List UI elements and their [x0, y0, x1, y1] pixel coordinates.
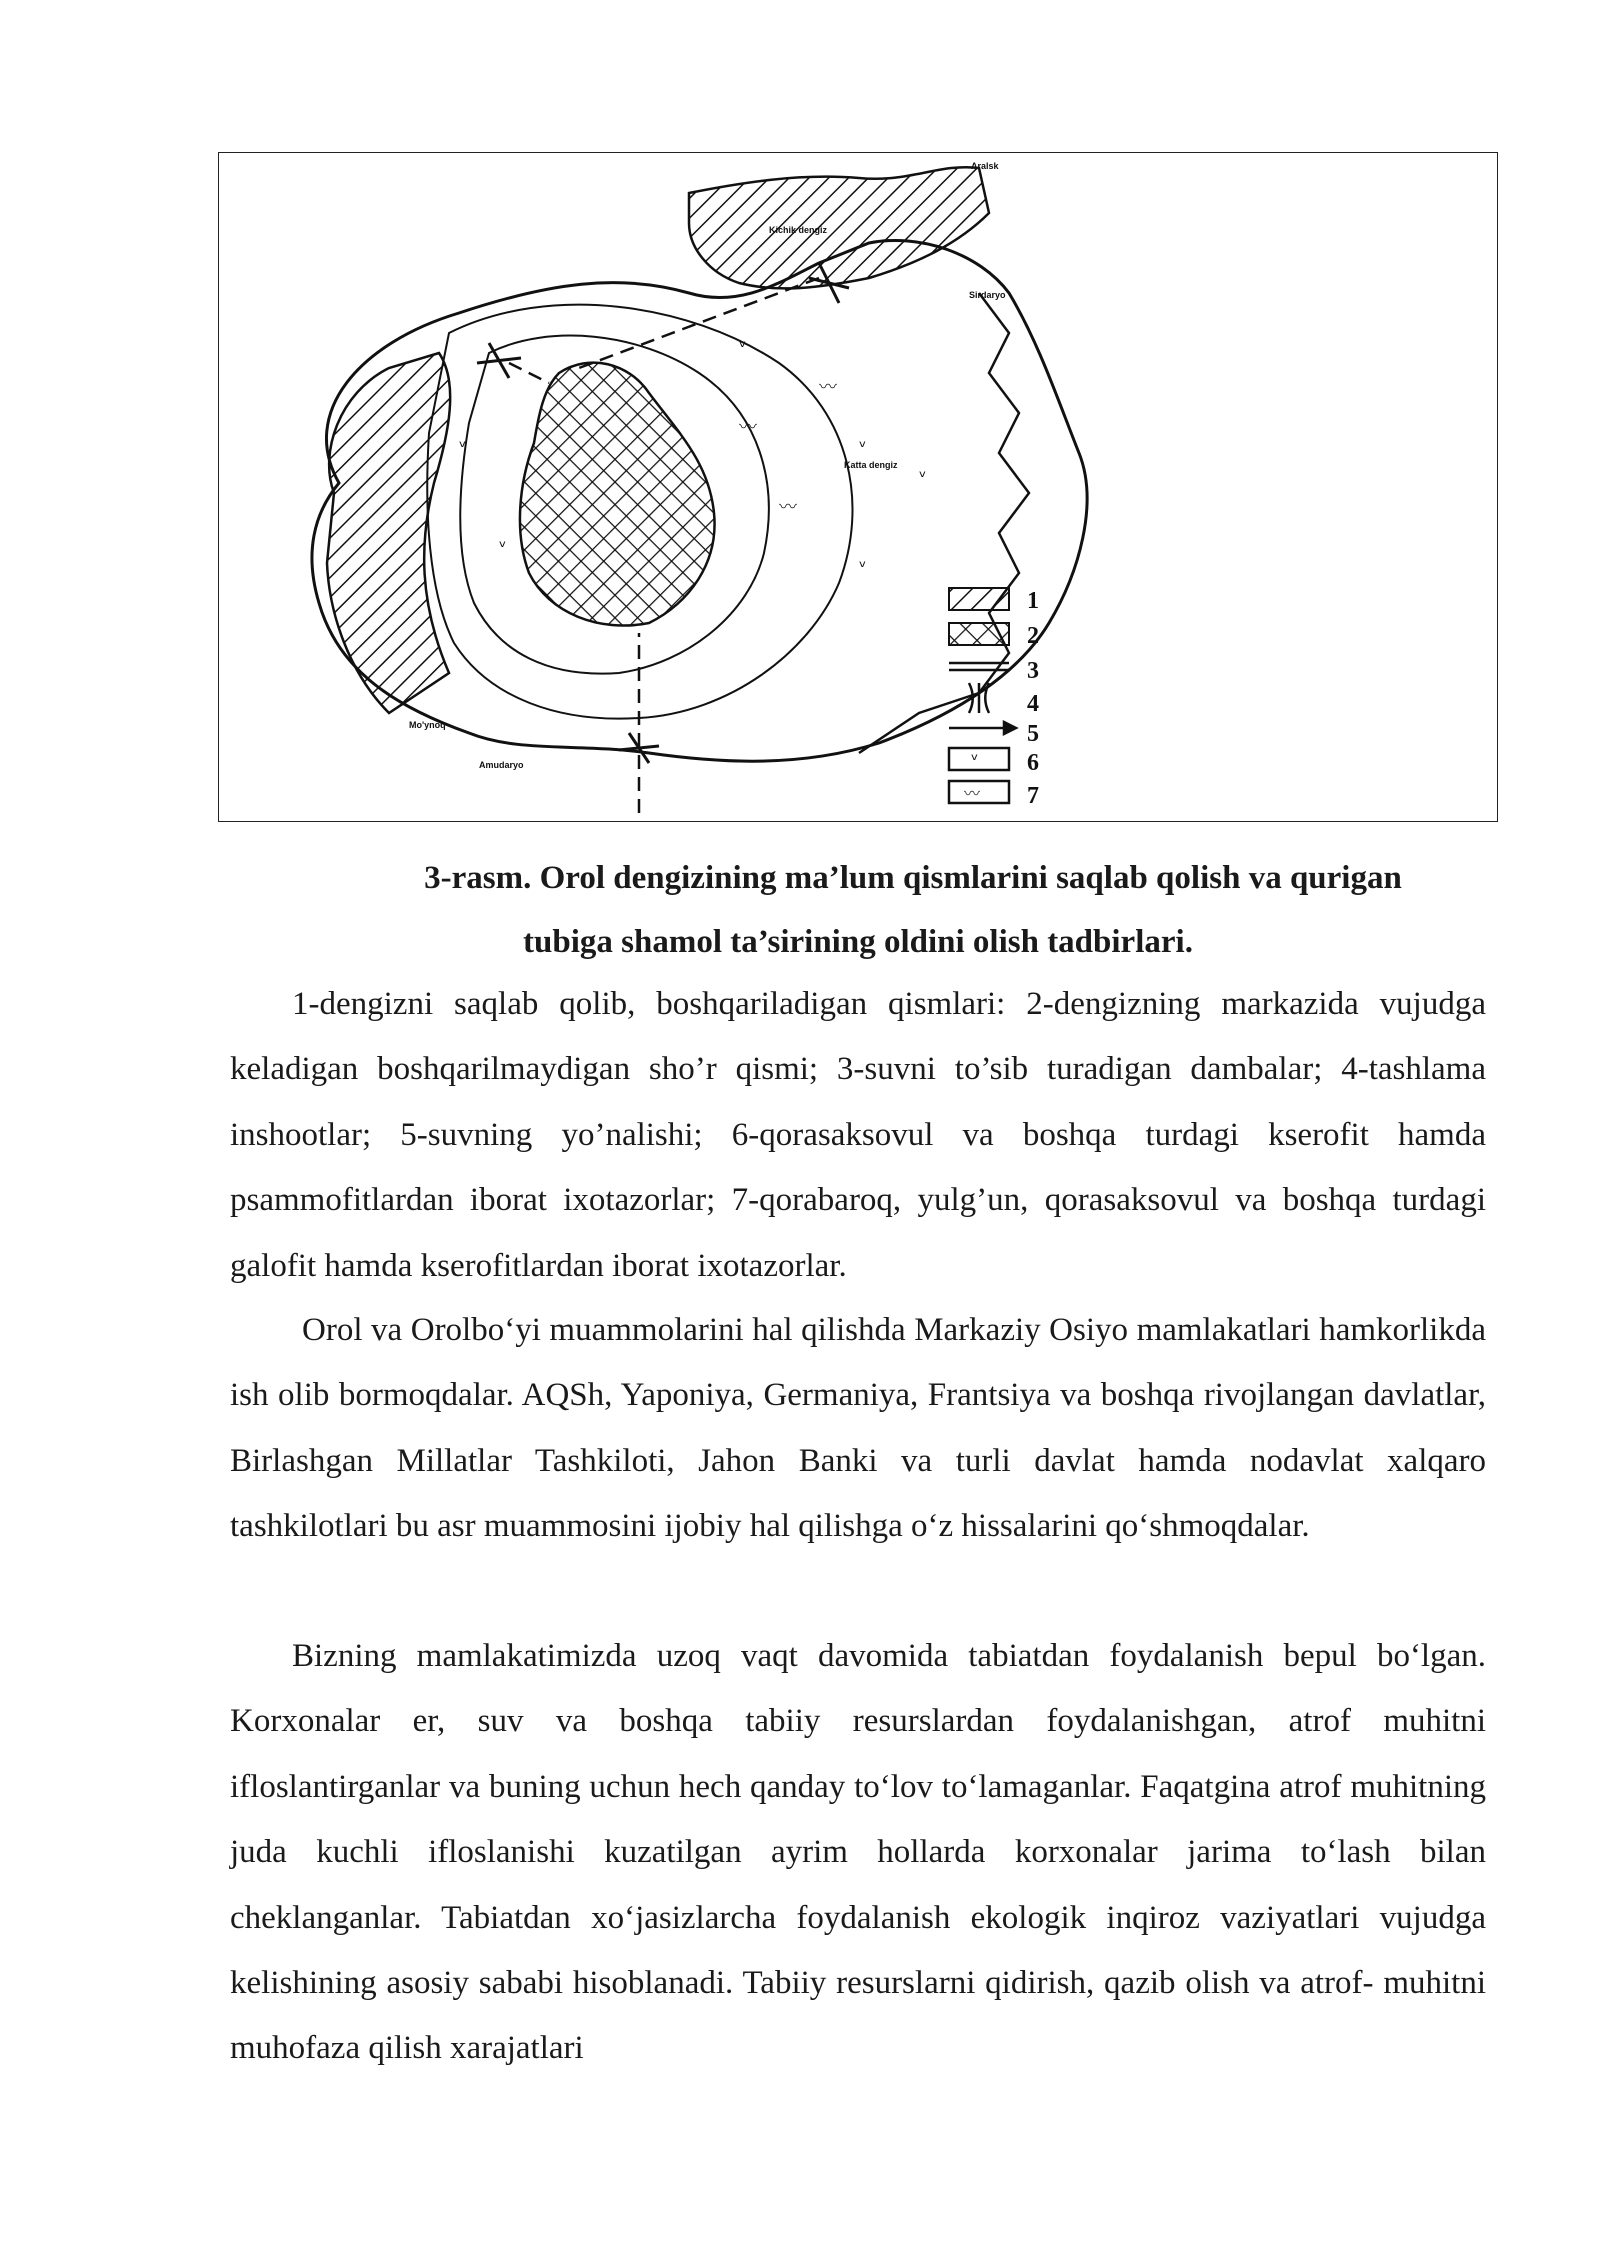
label-katta-dengiz: Katta dengiz [844, 460, 898, 470]
legend-label-4: 4 [1027, 691, 1039, 717]
body-paragraph-cooperation: Orol va Orolbo‘yi muammolarini hal qilishda Markaziy Osiyo mamlakatlari hamkorlikda ish olib bormoqdalar. AQSh, Yaponiya, Germaniya, Frantsiya va boshqa rivojlangan davlatlar, Birlashgan Millatlar Tashkiloti, Jahon Banki va turli davlat hamda nodavlat xalqaro tashkilotlari bu asr muammosini ijobiy hal qilishga o‘z hissalarini qo‘shmoqdalar. [230, 1312, 1486, 1545]
aral-sea-map-figure [218, 152, 1498, 822]
east-coast [859, 293, 1029, 753]
label-muynak: Mo'ynoq [409, 720, 446, 730]
west-managed-part [327, 353, 450, 713]
body-paragraph-nature-use: Bizning mamlakatimizda uzoq vaqt davomida tabiatdan foydalanish bepul bo‘lgan. Korxonalar er, suv va boshqa tabiiy resurslardan foydalanishgan, atrof muhitni ifloslantirganlar va buning uchun hech qanday to‘lov to‘lamaganlar. Faqatgina atrof muhitning juda kuchli ifloslanishi kuzatilgan ayrim hollarda korxonalar jarima to‘lash bilan cheklanganlar. Tabiatdan xo‘jasizlarcha foydalanish ekologik inqiroz vaziyatlari vujudga kelishining asosiy sababi hisoblanadi. Tabiiy resurslarni qidirish, qazib olish va atrof- muhitni muhofaza qilish xarajatlari [230, 1638, 1486, 2067]
svg-text:ᵛ: ᵛ [919, 467, 927, 488]
svg-text:ᵛ: ᵛ [859, 437, 867, 458]
svg-text:ᵛ: ᵛ [739, 337, 747, 358]
legend-label-3: 3 [1027, 658, 1039, 684]
svg-text:〰: 〰 [964, 784, 981, 803]
legend-swatch-2 [949, 623, 1009, 645]
figure-caption-line-2: tubiga shamol ta’sirining oldini olish tadbirlari. [523, 924, 1193, 960]
svg-text:ᵛ: ᵛ [459, 437, 467, 458]
label-aralsk: Aralsk [971, 161, 999, 171]
figure-caption-line-1: 3-rasm. Orol dengizining ma’lum qismlarini saqlab qolish va qurigan [424, 860, 1402, 896]
legend-swatch-4 [969, 683, 989, 713]
label-amudaryo: Amudaryo [479, 760, 524, 770]
legend-swatch-1 [949, 588, 1009, 610]
svg-text:〰: 〰 [739, 417, 757, 438]
aral-sea-map [219, 153, 1499, 823]
legend-label-2: 2 [1027, 623, 1039, 649]
label-kichik-dengiz: Kichik dengiz [769, 225, 828, 235]
legend-label-5: 5 [1027, 721, 1039, 747]
north-managed-part [689, 167, 989, 288]
legend-swatch-6 [949, 748, 1009, 770]
svg-text:ᵛ: ᵛ [971, 750, 979, 771]
label-sirdaryo: Sirdaryo [969, 290, 1006, 300]
svg-text:ᵛ: ᵛ [859, 557, 867, 578]
legend-label-1: 1 [1027, 588, 1039, 614]
legend-label-7: 7 [1027, 783, 1039, 809]
legend-label-6: 6 [1027, 750, 1039, 776]
svg-text:ᵛ: ᵛ [499, 537, 507, 558]
svg-text:〰: 〰 [819, 377, 837, 398]
central-salty-part [520, 363, 715, 626]
legend-description-paragraph: 1-dengizni saqlab qolib, boshqariladigan qismlari: 2-dengizning markazida vujudga keladigan boshqarilmaydigan sho’r qismi; 3-suvni to’sib turadigan dambalar; 4-tashlama inshootlar; 5-suvning yo’nalishi; 6-qorasaksovul va boshqa turdagi kserofit hamda psammofitlardan iborat ixotazorlar; 7-qorabaroq, yulg’un, qorasaksovul va boshqa turdagi galofit hamda kserofitlardan iborat ixotazorlar. [230, 986, 1486, 1284]
legend-swatch-5 [949, 722, 1016, 734]
svg-text:〰: 〰 [779, 497, 797, 518]
